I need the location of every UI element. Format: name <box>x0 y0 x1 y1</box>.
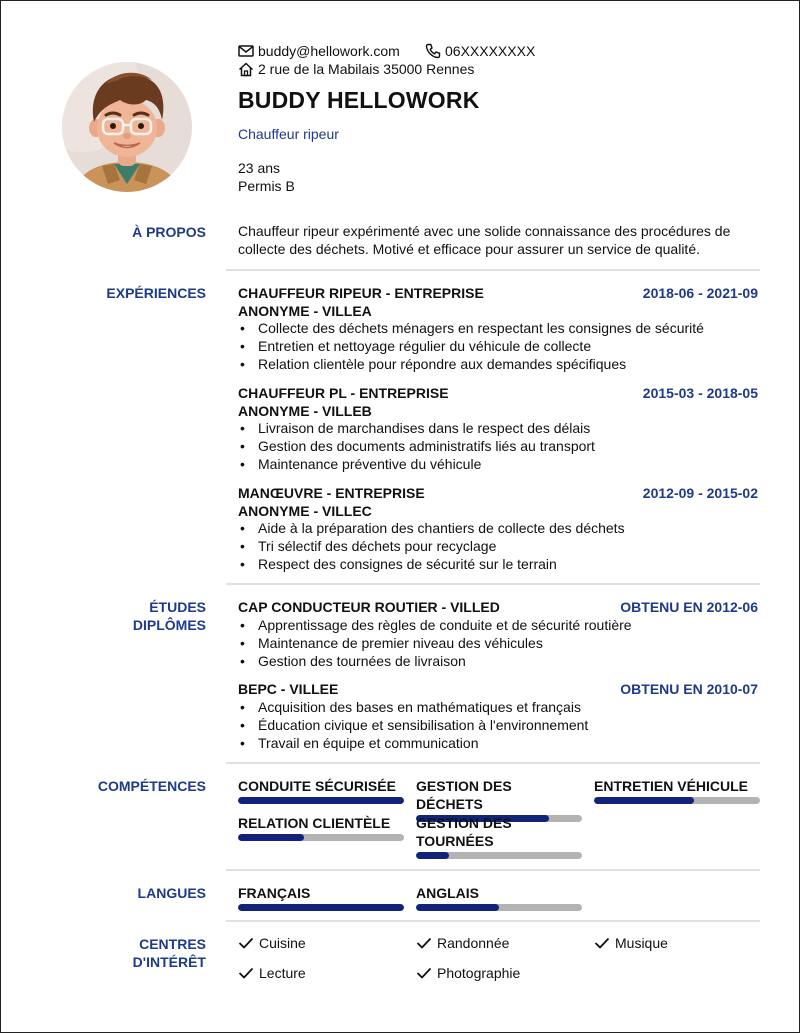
checkmark-icon <box>416 967 432 979</box>
skill-level-fill <box>238 797 404 804</box>
list-item: • Acquisition des bases en mathématiques et français <box>238 698 588 716</box>
job-title: Chauffeur ripeur <box>238 126 339 142</box>
list-item: • Éducation civique et sensibilisation à l'environnement <box>238 716 588 734</box>
section-label-education <box>1 598 206 634</box>
language-item <box>238 884 404 911</box>
education-title: CAP CONDUCTEUR ROUTIER - VILLED <box>238 599 500 615</box>
skill-label: GESTION DES DÉCHETS <box>416 778 512 812</box>
about-text: Chauffeur ripeur expérimenté avec une solide connaissance des procédures de collecte des déchets. Motivé et efficace pour assurer un service de qualité. <box>238 223 731 257</box>
mail-icon <box>238 44 254 58</box>
experience-company: ANONYME - VILLEB <box>238 403 372 419</box>
section-divider <box>226 869 760 871</box>
section-divider <box>226 269 760 271</box>
checkmark-icon <box>594 937 610 949</box>
candidate-name: BUDDY HELLOWORK <box>238 87 480 113</box>
skill-level-fill <box>594 797 694 804</box>
list-item: • Maintenance préventive du véhicule <box>238 455 595 473</box>
language-level-bar <box>416 904 582 911</box>
list-item: • Relation clientèle pour répondre aux demandes spécifiques <box>238 355 704 373</box>
contact-phone[interactable]: 06XXXXXXXX <box>445 43 536 59</box>
contact-email-row <box>238 43 400 59</box>
list-item: • Gestion des documents administratifs liés au transport <box>238 437 595 455</box>
education-title: BEPC - VILLEE <box>238 681 339 697</box>
section-divider <box>226 583 760 585</box>
education-bullets <box>238 698 588 752</box>
phone-icon <box>425 43 441 59</box>
skill-item <box>594 777 760 804</box>
skill-item <box>238 777 404 804</box>
experience-company: ANONYME - VILLEC <box>238 503 372 519</box>
list-item: • Entretien et nettoyage régulier du véhicule de collecte <box>238 337 704 355</box>
section-label-skills: COMPÉTENCES <box>97 778 206 794</box>
section-label-line: D'INTÉRÊT <box>132 954 206 970</box>
skill-level-fill <box>416 852 449 859</box>
skill-label: RELATION CLIENTÈLE <box>238 815 391 831</box>
avatar-illustration <box>62 62 192 192</box>
interest-label: Musique <box>615 935 668 951</box>
list-item: • Tri sélectif des déchets pour recyclage <box>238 537 625 555</box>
interest-label: Lecture <box>259 965 306 981</box>
section-divider <box>226 920 760 922</box>
list-item: • Livraison de marchandises dans le respect des délais <box>238 419 595 437</box>
skill-level-bar <box>594 797 760 804</box>
experience-bullets <box>238 419 595 473</box>
avatar <box>62 62 192 192</box>
experience-title: MANŒUVRE - ENTREPRISE <box>238 485 425 501</box>
list-item: • Maintenance de premier niveau des véhicules <box>238 634 632 652</box>
section-label-line: CENTRES <box>139 936 206 952</box>
list-item: • Apprentissage des règles de conduite et de sécurité routière <box>238 616 632 634</box>
education-bullets <box>238 616 632 670</box>
section-label-line: ÉTUDES <box>149 599 206 615</box>
skill-level-bar <box>238 834 404 841</box>
interest-label: Cuisine <box>259 935 306 951</box>
language-label: FRANÇAIS <box>238 885 311 901</box>
interest-label: Photographie <box>437 965 521 981</box>
list-item: • Collecte des déchets ménagers en respectant les consignes de sécurité <box>238 319 704 337</box>
experience-dates: 2015-03 - 2018-05 <box>642 385 758 401</box>
interest-item <box>238 935 306 951</box>
list-item: • Aide à la préparation des chantiers de collecte des déchets <box>238 519 625 537</box>
skill-label: CONDUITE SÉCURISÉE <box>238 778 396 794</box>
language-item <box>416 884 582 911</box>
home-icon <box>238 62 254 77</box>
skill-item <box>416 814 546 859</box>
interest-item <box>416 935 509 951</box>
experience-bullets <box>238 519 625 573</box>
language-level-bar <box>238 904 404 911</box>
list-item: • Travail en équipe et communication <box>238 734 588 752</box>
interest-label: Randonnée <box>437 935 510 951</box>
list-item: • Respect des consignes de sécurité sur le terrain <box>238 555 625 573</box>
experience-title: CHAUFFEUR PL - ENTREPRISE <box>238 385 449 401</box>
checkmark-icon <box>238 967 254 979</box>
section-label-interests <box>1 935 206 971</box>
experience-dates: 2018-06 - 2021-09 <box>642 285 758 301</box>
contact-address: 2 rue de la Mabilais 35000 Rennes <box>258 61 475 77</box>
education-date: OBTENU EN 2010-07 <box>620 681 758 697</box>
experience-company: ANONYME - VILLEA <box>238 303 372 319</box>
language-level-fill <box>416 904 499 911</box>
section-label-languages: LANGUES <box>137 885 206 901</box>
interest-item <box>416 965 520 981</box>
section-label-about: À PROPOS <box>132 224 206 240</box>
contact-email[interactable]: buddy@hellowork.com <box>258 43 400 59</box>
section-divider <box>226 762 760 764</box>
contact-address-row <box>238 61 474 77</box>
skill-level-bar <box>416 852 582 859</box>
skill-level-bar <box>238 797 404 804</box>
skill-item <box>238 814 404 841</box>
section-label-experience: EXPÉRIENCES <box>106 285 206 301</box>
skill-level-fill <box>238 834 304 841</box>
experience-dates: 2012-09 - 2015-02 <box>642 485 758 501</box>
interest-item <box>594 935 668 951</box>
driving-license: Permis B <box>238 178 295 194</box>
checkmark-icon <box>238 937 254 949</box>
contact-phone-row <box>425 43 535 59</box>
skill-label: ENTRETIEN VÉHICULE <box>594 778 749 794</box>
experience-bullets <box>238 319 704 373</box>
experience-title: CHAUFFEUR RIPEUR - ENTREPRISE <box>238 285 484 301</box>
candidate-age: 23 ans <box>238 160 281 176</box>
section-label-line: DIPLÔMES <box>132 617 206 633</box>
language-level-fill <box>238 904 404 911</box>
language-label: ANGLAIS <box>416 885 479 901</box>
education-date: OBTENU EN 2012-06 <box>620 599 758 615</box>
interest-item <box>238 965 306 981</box>
skill-label: GESTION DES TOURNÉES <box>416 815 512 849</box>
checkmark-icon <box>416 937 432 949</box>
list-item: • Gestion des tournées de livraison <box>238 652 632 670</box>
